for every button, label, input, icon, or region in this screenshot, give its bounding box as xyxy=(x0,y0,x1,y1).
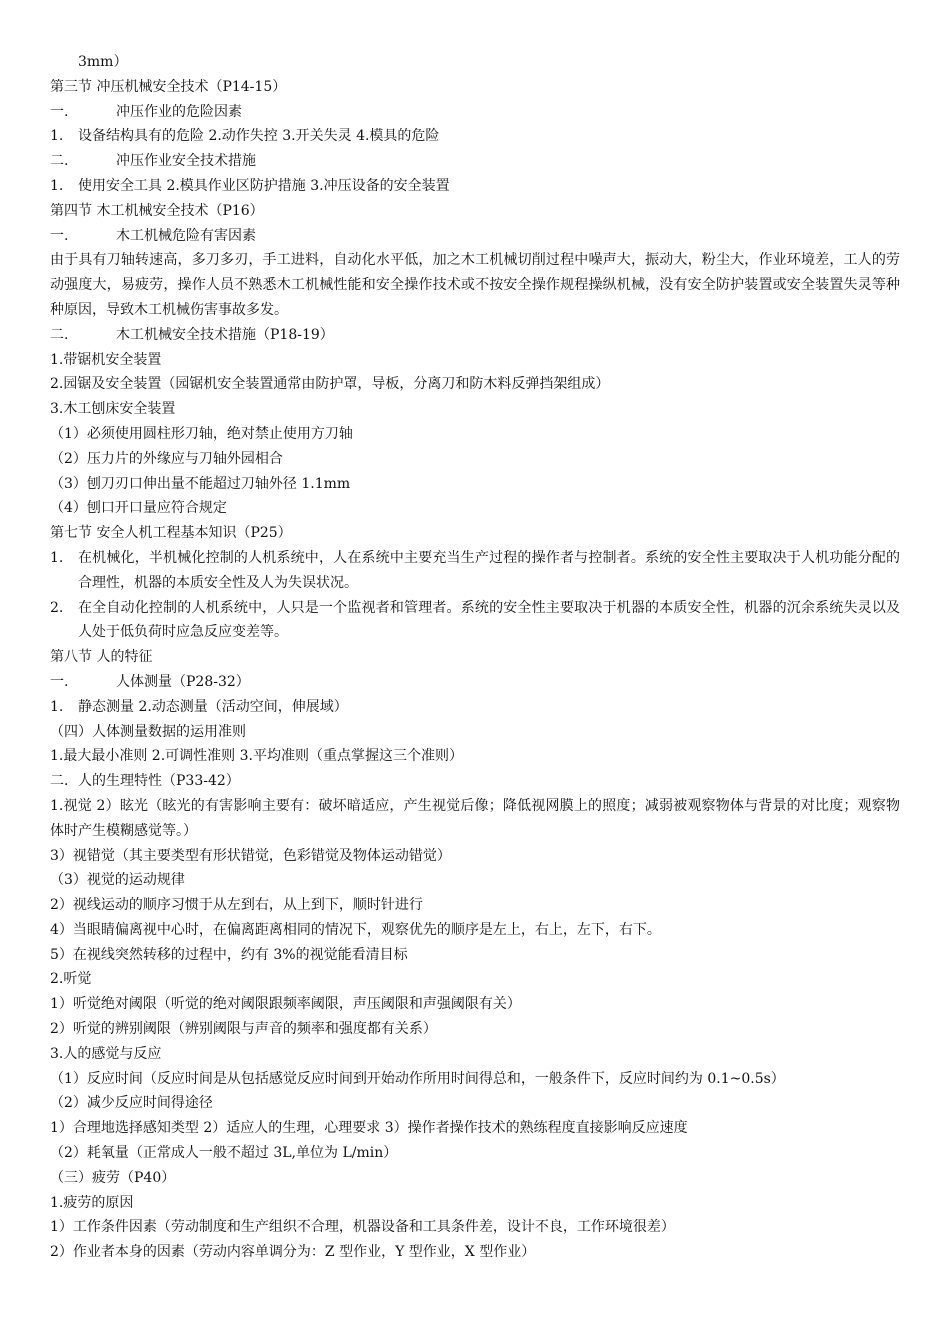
paragraph: 1.视觉 2）眩光（眩光的有害影响主要有：破坏暗适应，产生视觉后像；降低视网膜上的照度；减弱被观察物体与背景的对比度；观察物体时产生模糊感觉等。） xyxy=(50,797,900,839)
text-line: 1.带锯机安全装置 xyxy=(50,351,162,368)
text-line: （四）人体测量数据的运用准则 xyxy=(50,723,246,740)
text-line: 3.人的感觉与反应 xyxy=(50,1045,162,1062)
list-number: 一. xyxy=(50,227,69,244)
list-number: 1. xyxy=(50,698,64,715)
list-item xyxy=(50,174,900,199)
text-line: 1.最大最小准则 2.可调性准则 3.平均准则（重点掌握这三个准则） xyxy=(50,748,463,765)
paragraph: （1）反应时间（反应时间是从包括感觉反应时间到开始动作所用时间得总和，一般条件下，反应时间约为 0.1~0.5s） xyxy=(50,1070,785,1087)
section-heading: 第八节 人的特征 xyxy=(50,649,153,666)
text-line: 2）作业者本身的因素（劳动内容单调分为：Z 型作业，Y 型作业，X 型作业） xyxy=(50,1244,536,1261)
text-line: （2）耗氧量（正常成人一般不超过 3L,单位为 L/min） xyxy=(50,1145,398,1162)
text-line: 2.园锯及安全装置（园锯机安全装置通常由防护罩，导板，分离刀和防木料反弹挡架组成） xyxy=(50,376,610,393)
text-line: 2）听觉的辨别阈限（辨别阈限与声音的频率和强度都有关系） xyxy=(50,1021,437,1038)
list-item xyxy=(50,596,900,646)
list-item xyxy=(50,695,900,720)
text-line: （1）必须使用圆柱形刀轴，绝对禁止使用方刀轴 xyxy=(50,425,353,442)
text-line: 5）在视线突然转移的过程中，约有 3%的视觉能看清目标 xyxy=(50,946,408,963)
list-number: 二. xyxy=(50,153,69,170)
text-line: （3）视觉的运动规律 xyxy=(50,872,185,889)
subsection-title: 冲压作业的危险因素 xyxy=(116,103,242,120)
text-line: （3）刨刀刃口伸出量不能超过刀轴外径 1.1mm xyxy=(50,475,351,492)
subsection-heading xyxy=(50,323,900,348)
subsection-heading xyxy=(50,670,900,695)
subsection-title: 人体测量（P28-32） xyxy=(116,673,250,690)
list-number: 1. xyxy=(50,128,64,145)
subsection-title: 木工机械危险有害因素 xyxy=(116,227,256,244)
text-line: 1）合理地选择感知类型 2）适应人的生理，心理要求 3）操作者操作技术的熟练程度直接影响反应速度 xyxy=(50,1120,688,1137)
text-line: 2.听觉 xyxy=(50,971,92,988)
list-number: 1. xyxy=(50,177,64,194)
text-line: 1.疲劳的原因 xyxy=(50,1194,134,1211)
subsection-heading xyxy=(50,100,900,125)
list-item-text: 设备结构具有的危险 2.动作失控 3.开关失灵 4.模具的危险 xyxy=(78,128,440,145)
subsection-heading xyxy=(50,149,900,174)
section-heading: 第四节 木工机械安全技术（P16） xyxy=(50,202,264,219)
subsection-heading xyxy=(50,224,900,249)
list-item-text: 静态测量 2.动态测量（活动空间，伸展域） xyxy=(78,698,348,715)
list-number: 一. xyxy=(50,103,69,120)
list-number: 二. xyxy=(50,326,69,343)
text-line: 3.木工刨床安全装置 xyxy=(50,401,176,418)
text-line: 3mm） xyxy=(78,54,128,70)
subsection-title: 冲压作业安全技术措施 xyxy=(116,153,256,170)
list-item-text: 在全自动化控制的人机系统中，人只是一个监视者和管理者。系统的安全性主要取决于机器的本质安全性，机器的沉余系统失灵以及人处于低负荷时应急反应变差等。 xyxy=(78,599,900,641)
document-page xyxy=(50,50,900,1265)
list-number: 一. xyxy=(50,673,69,690)
text-line: 2）视线运动的顺序习惯于从左到右，从上到下，顺时针进行 xyxy=(50,897,423,914)
text-line: （三）疲劳（P40） xyxy=(50,1169,176,1186)
list-item xyxy=(50,124,900,149)
text-line: （4）刨口开口量应符合规定 xyxy=(50,500,227,517)
text-line: 4）当眼睛偏离视中心时，在偏离距离相同的情况下，观察优先的顺序是左上，右上，左下，右下。 xyxy=(50,921,661,938)
paragraph: 由于具有刀轴转速高，多刀多刃，手工进料，自动化水平低，加之木工机械切削过程中噪声大，振动大，粉尘大，作业环境差，工人的劳动强度大，易疲劳，操作人员不熟悉木工机械性能和安全操作技术或不按安全操作规程操纵机械，没有安全防护装置或安全装置失灵等种种原因，导致木工机械伤害事故多发。 xyxy=(50,252,900,318)
list-item xyxy=(50,546,900,596)
section-heading: 第三节 冲压机械安全技术（P14-15） xyxy=(50,78,287,95)
text-line: （2）压力片的外缘应与刀轴外园相合 xyxy=(50,450,283,467)
section-heading: 第七节 安全人机工程基本知识（P25） xyxy=(50,525,292,542)
text-line: 3）视错觉（其主要类型有形状错觉，色彩错觉及物体运动错觉） xyxy=(50,847,451,864)
text-line: （2）减少反应时间得途径 xyxy=(50,1095,213,1112)
text-line: 1）听觉绝对阈限（听觉的绝对阈限跟频率阈限，声压阈限和声强阈限有关） xyxy=(50,996,521,1013)
list-item-text: 在机械化，半机械化控制的人机系统中，人在系统中主要充当生产过程的操作者与控制者。系统的安全性主要取决于人机功能分配的合理性，机器的本质安全性及人为失误状况。 xyxy=(78,549,900,591)
subsection-title: 木工机械安全技术措施（P18-19） xyxy=(116,326,334,343)
list-number: 2. xyxy=(50,599,64,616)
list-number: 1. xyxy=(50,549,64,566)
list-item-text: 使用安全工具 2.模具作业区防护措施 3.冲压设备的安全装置 xyxy=(78,177,450,194)
text-line: 二．人的生理特性（P33-42） xyxy=(50,773,240,790)
text-line: 1）工作条件因素（劳动制度和生产组织不合理，机器设备和工具条件差，设计不良，工作环境很差） xyxy=(50,1219,675,1236)
